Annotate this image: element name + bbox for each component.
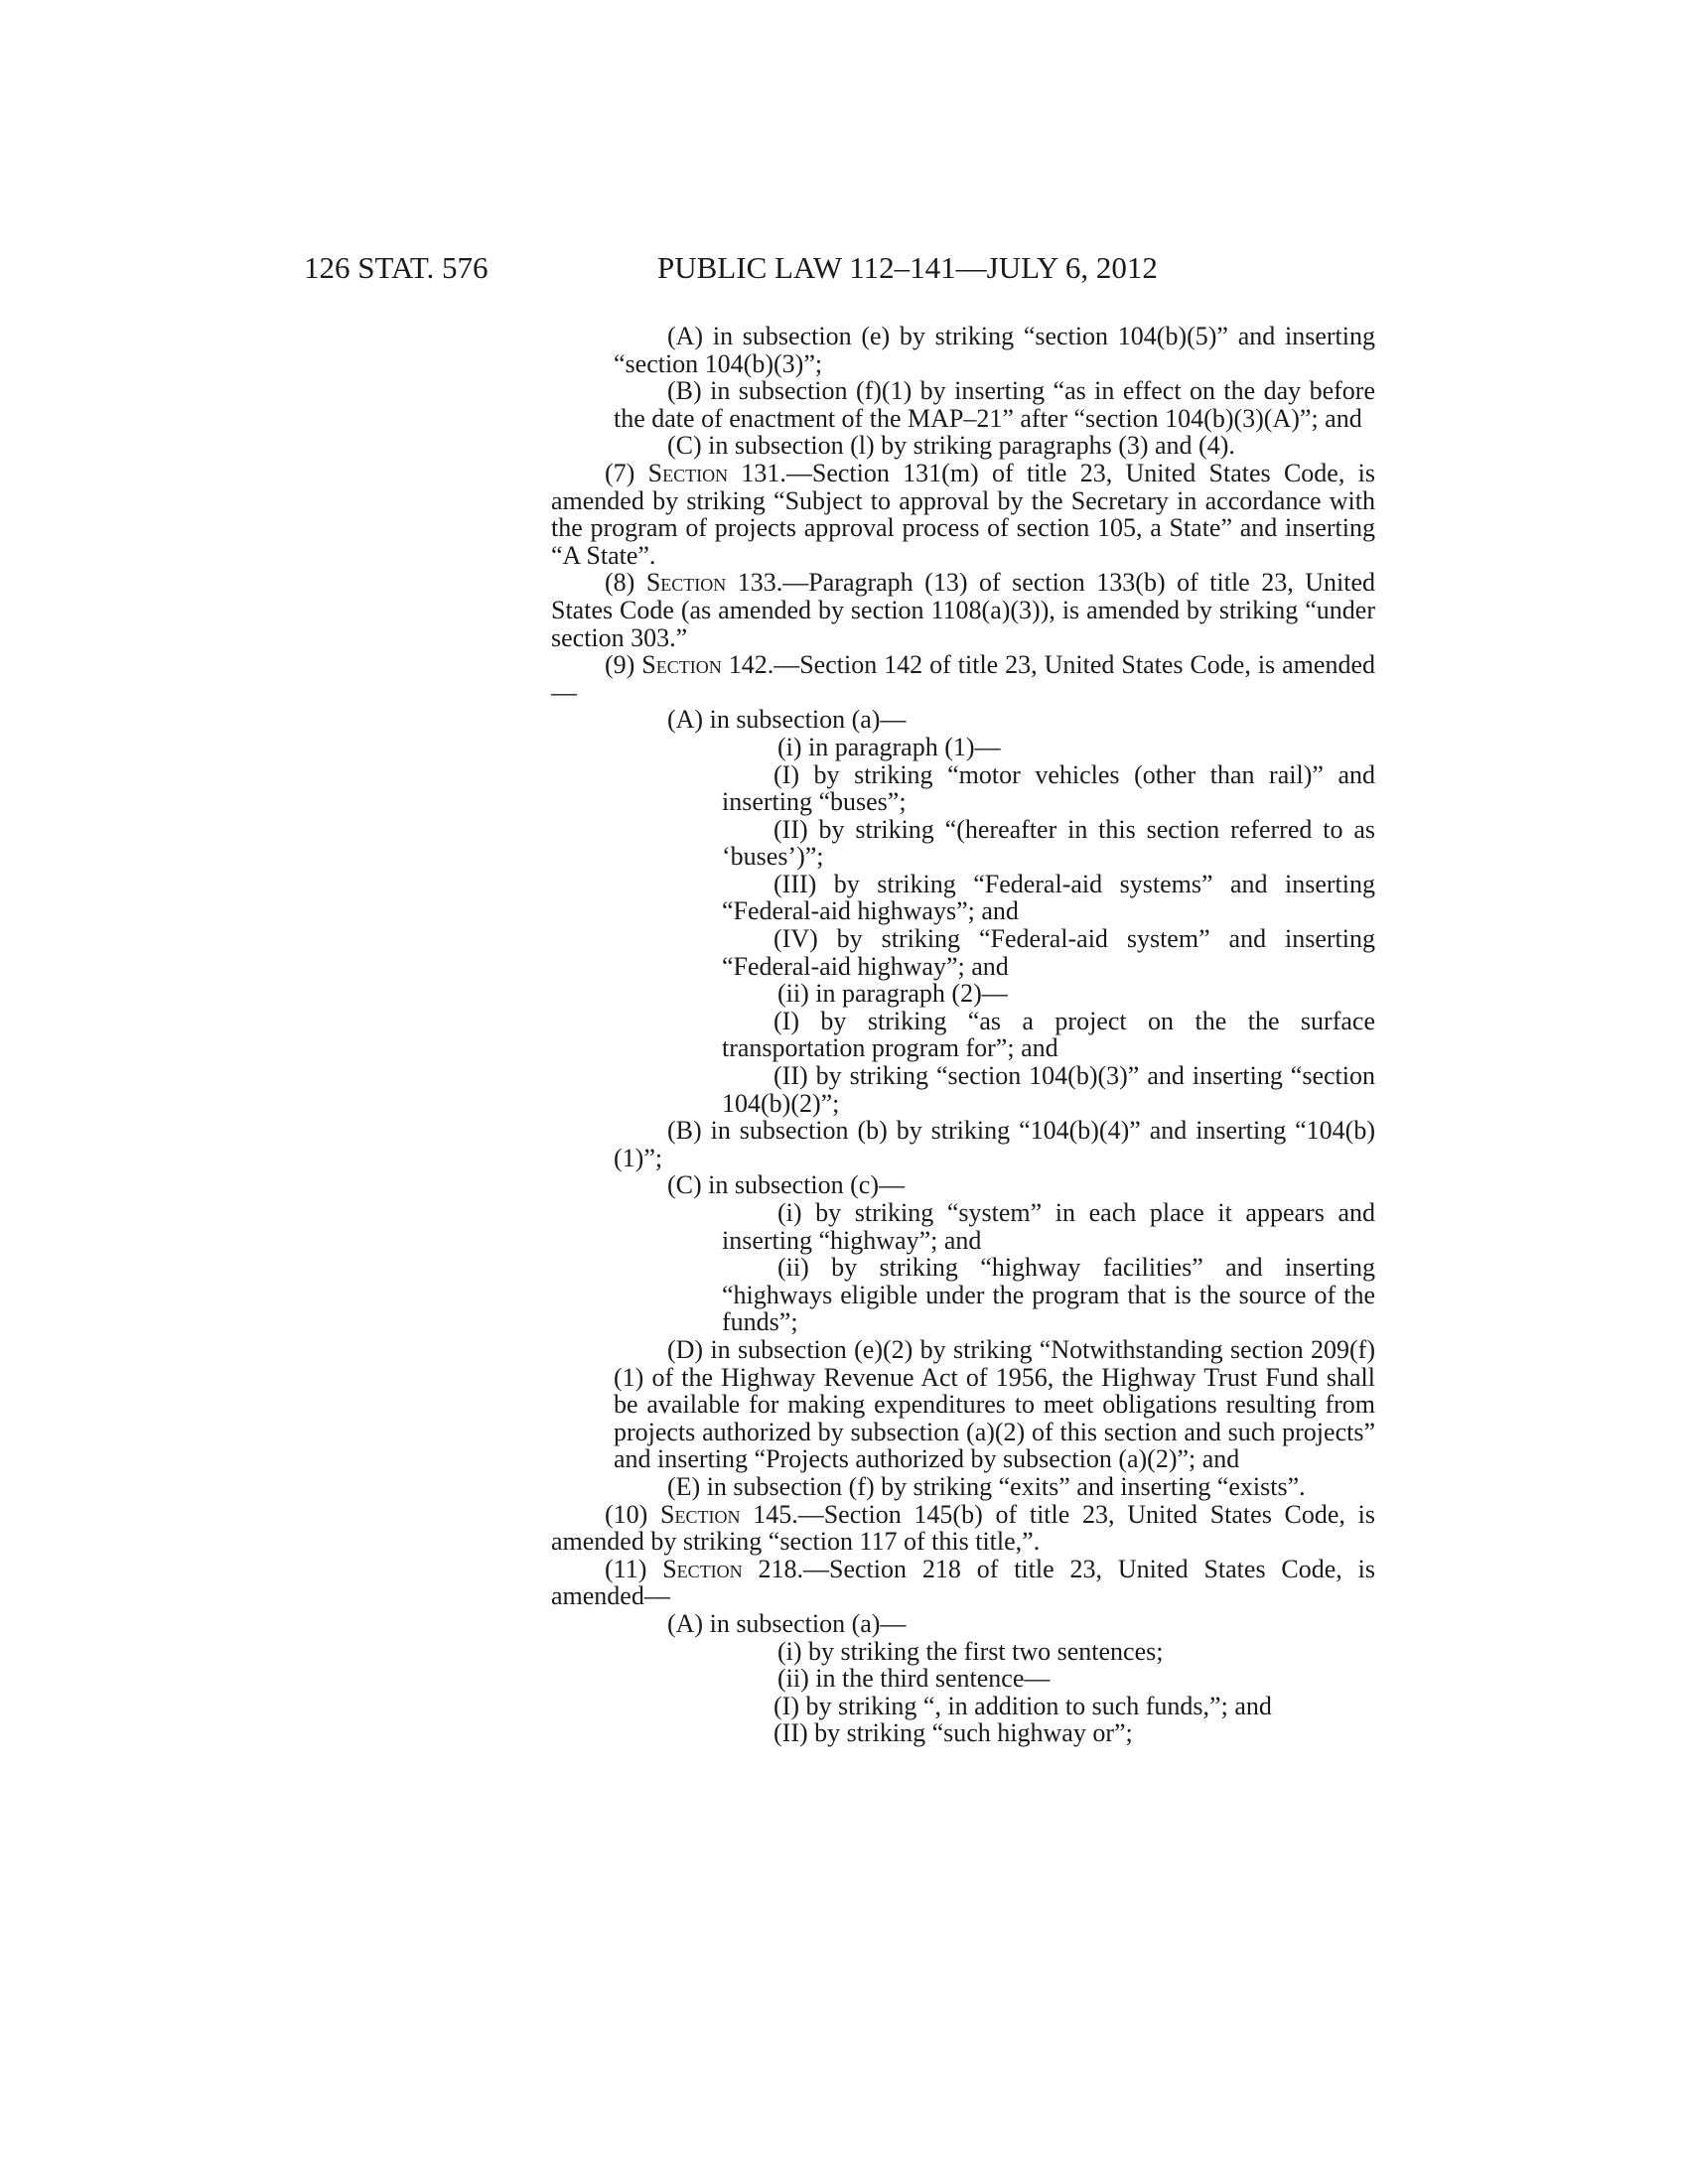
section-paragraph: (7) Section 131.—Section 131(m) of title 23, United States Code, is amended by striking “Subject to approval by the Secretary in accordance with the program of projects approval process of section 105, a State” and inserting “A State”. bbox=[551, 458, 1375, 570]
section-heading: Section 145. bbox=[660, 1499, 798, 1529]
paragraph: (ii) in the third sentence— bbox=[777, 1664, 1051, 1694]
paragraph: (III) by striking “Federal-aid systems” and inserting “Federal-aid highways”; and bbox=[722, 869, 1375, 926]
paragraph: (i) in paragraph (1)— bbox=[777, 732, 1001, 761]
paragraph: (II) by striking “such highway or”; bbox=[774, 1718, 1133, 1748]
paragraph: (II) by striking “section 104(b)(3)” and inserting “section 104(b)(2)”; bbox=[722, 1061, 1375, 1118]
paragraph: (I) by striking “as a project on the the surface transportation program for”; and bbox=[722, 1006, 1375, 1063]
law-title: PUBLIC LAW 112–141—JULY 6, 2012 bbox=[657, 250, 1158, 285]
paragraph: (ii) by striking “highway facilities” and inserting “highways eligible under the program that is the source of the funds”; bbox=[722, 1253, 1375, 1337]
paragraph: (ii) in paragraph (2)— bbox=[777, 979, 1008, 1009]
paragraph: (i) by striking the first two sentences; bbox=[777, 1636, 1164, 1666]
section-paragraph: (10) Section 145.—Section 145(b) of title 23, United States Code, is amended by striking “section 117 of this title,”. bbox=[551, 1499, 1375, 1557]
paragraph: (B) in subsection (f)(1) by inserting “as in effect on the day before the date of enactment of the MAP–21” after “section 104(b)(3)(A)”; and bbox=[614, 376, 1375, 433]
paragraph: (II) by striking “(hereafter in this section referred to as ‘buses’)”; bbox=[722, 814, 1375, 872]
paragraph: (E) in subsection (f) by striking “exits” and inserting “exists”. bbox=[667, 1471, 1306, 1501]
section-heading: Section 133. bbox=[645, 568, 783, 598]
paragraph: (A) in subsection (a)— bbox=[667, 1608, 907, 1638]
paragraph: (I) by striking “, in addition to such funds,”; and bbox=[774, 1691, 1272, 1720]
paragraph: (D) in subsection (e)(2) by striking “Notwithstanding section 209(f)(1) of the Highway Revenue Act of 1956, the Highway Trust Fund shall be available for making expenditures to meet obligations resulting from projects authorized by subsection (a)(2) of this section and such projects” and inserting “Projects authorized by subsection (a)(2)”; and bbox=[614, 1334, 1375, 1474]
paragraph: (IV) by striking “Federal-aid system” and inserting “Federal-aid highway”; and bbox=[722, 924, 1375, 981]
section-paragraph: (9) Section 142.—Section 142 of title 23, United States Code, is amended— bbox=[551, 650, 1375, 707]
paragraph: (C) in subsection (c)— bbox=[667, 1170, 906, 1200]
section-paragraph: (8) Section 133.—Paragraph (13) of section 133(b) of title 23, United States Code (as amended by section 1108(a)(3)), is amended by striking “under section 303.” bbox=[551, 568, 1375, 652]
section-paragraph: (11) Section 218.—Section 218 of title 23, United States Code, is amended— bbox=[551, 1554, 1375, 1611]
section-heading: Section 142. bbox=[641, 650, 774, 680]
stat-reference: 126 STAT. 576 bbox=[304, 250, 489, 285]
section-heading: Section 218. bbox=[662, 1554, 804, 1583]
paragraph: (A) in subsection (e) by striking “section 104(b)(5)” and inserting “section 104(b)(3)”; bbox=[614, 322, 1375, 378]
section-heading: Section 131. bbox=[647, 458, 786, 487]
paragraph: (B) in subsection (b) by striking “104(b)(4)” and inserting “104(b)(1)”; bbox=[614, 1116, 1375, 1172]
paragraph: (i) by striking “system” in each place it appears and inserting “highway”; and bbox=[722, 1198, 1375, 1255]
body-text bbox=[551, 323, 1375, 1747]
paragraph: (C) in subsection (l) by striking paragraphs (3) and (4). bbox=[667, 431, 1235, 461]
paragraph: (A) in subsection (a)— bbox=[667, 705, 907, 735]
paragraph: (I) by striking “motor vehicles (other than rail)” and inserting “buses”; bbox=[722, 759, 1375, 817]
